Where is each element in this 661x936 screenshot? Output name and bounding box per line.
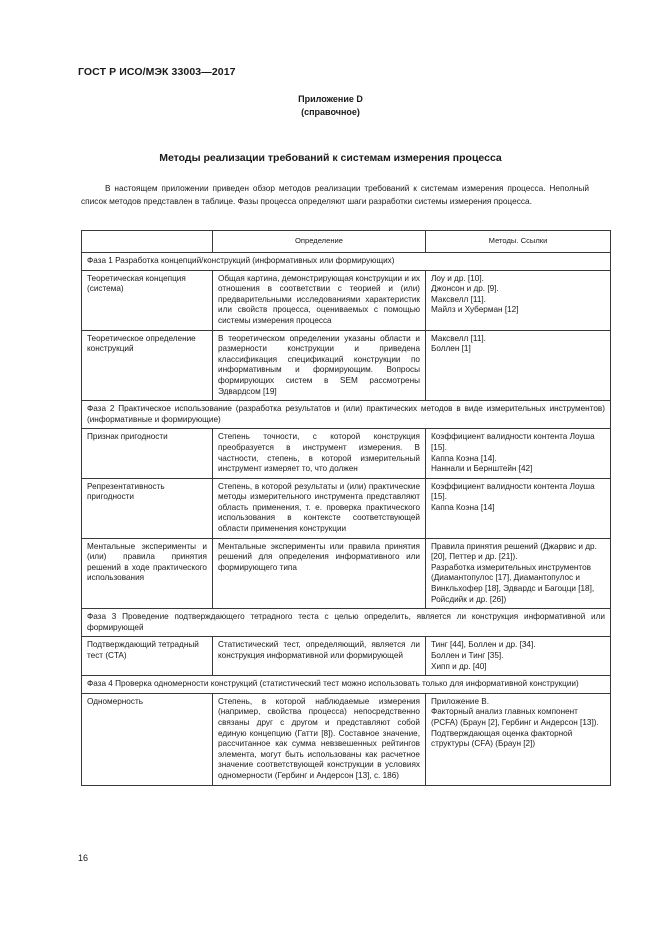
phase-row — [82, 401, 611, 429]
definition-cell: Степень точности, с которой конструкция преобразуется в инструмент измерения. В частности, степень, в которой измерительный инструмент измеряет то, что должен — [213, 429, 426, 478]
ref-line: Коэффициент валидности контента Лоуша [15]. — [431, 432, 595, 452]
ref-line: Каппа Коэна [14] — [431, 502, 495, 512]
table-row — [82, 478, 611, 538]
refs-cell — [426, 478, 611, 538]
header-empty — [82, 231, 213, 253]
term-cell: Подтверждающий тетрадный тест (CTA) — [82, 637, 213, 676]
appendix-title: Приложение D — [298, 94, 363, 104]
definition-cell: Ментальные эксперименты или правила принятия решений для определения информативного или формирующего типа — [213, 538, 426, 609]
refs-cell — [426, 637, 611, 676]
header-definition: Определение — [213, 231, 426, 253]
term-cell: Репрезентативность пригодности — [82, 478, 213, 538]
ref-line: Боллен и Тинг [35]. — [431, 651, 504, 660]
phase-row — [82, 253, 611, 271]
intro-paragraph — [81, 182, 589, 207]
ref-line: Майлз и Хуберман [12] — [431, 305, 519, 315]
section-title: Методы реализации требований к системам измерения процесса — [159, 152, 502, 164]
ref-line: Максвелл [11]. — [431, 333, 486, 343]
appendix-subtitle: (справочное) — [301, 107, 360, 117]
ref-line: Разработка измерительных инструментов (Диамантопулос [17], Диамантопулос и Винкльхофер [18], Эдвардс и Багоцци [18], Ройсдийк и др. [26]) — [431, 562, 595, 604]
phase-4: Фаза 4 Проверка одномерности конструкций (статистический тест можно использовать только для информативной конструкции) — [82, 676, 611, 694]
refs-cell — [426, 429, 611, 478]
table-row — [82, 637, 611, 676]
ref-line: Хипп и др. [40] — [431, 661, 487, 671]
ref-line: Лоу и др. [10]. — [431, 273, 484, 283]
intro-text: В настоящем приложении приведен обзор методов реализации требований к системам измерения процесса. Неполный список методов представлен в таблице. Фазы процесса определяют шаги разработки системы измерения процесса. — [81, 183, 589, 206]
ref-line: Приложение В. — [431, 696, 490, 706]
ref-line: Факторный анализ главных компонент (PCFA) (Браун [2], Гербинг и Андерсон [13]). — [431, 707, 599, 727]
ref-line: Максвелл [11]. — [431, 294, 486, 304]
refs-cell — [426, 693, 611, 785]
definition-cell: Степень, в которой результаты и (или) практические методы измерительного инструмента представляют область применения, т. е. проверка практического использования в контексте соответствующей области применения конструкции — [213, 478, 426, 538]
refs-cell — [426, 538, 611, 609]
definition-cell: Степень, в которой наблюдаемые измерения (например, свойства процесса) непосредственно связаны друг с другом и представляют собой единую концепцию (Гатти [8]). Составное значение, рассчитанное как сумма невзвешенных рейтингов элемента, могут быть использованы как расчетное значение соответствующей конструкции в условиях одномерности (Гербинг и Андерсон [13], с. 186) — [213, 693, 426, 785]
document-id: ГОСТ Р ИСО/МЭК 33003—2017 — [78, 66, 236, 78]
ref-line: Джонсон и др. [9]. — [431, 284, 499, 294]
ref-line: Правила принятия решений (Джарвис и др. [20], Петтер и др. [21]). — [431, 541, 597, 562]
definition-cell: В теоретическом определении указаны области и размерности конструкции и приведена классификация спецификаций конструкции по информативным и формирующим. Вопросы формирующих систем в SEM рассмотрены Эдвардсом [19] — [213, 330, 426, 401]
phase-row — [82, 609, 611, 637]
term-cell: Одномерность — [82, 693, 213, 785]
term-cell: Теоретическое определение конструкций — [82, 330, 213, 401]
ref-line: Тинг [44], Боллен и др. [34]. — [431, 640, 536, 650]
ref-line: Наннали и Бернштейн [42] — [431, 464, 533, 474]
term-cell: Признак пригодности — [82, 429, 213, 478]
definition-cell: Статистический тест, определяющий, является ли конструкция информативной или формирующей — [213, 637, 426, 676]
phase-3: Фаза 3 Проведение подтверждающего тетрадного теста с целью определить, является ли конструкция информативной или формирующей — [82, 609, 611, 637]
phase-row — [82, 676, 611, 694]
table-header-row — [82, 231, 611, 253]
refs-cell — [426, 330, 611, 401]
table-row — [82, 270, 611, 330]
table-row — [82, 330, 611, 401]
table-row — [82, 538, 611, 609]
ref-line: Подтверждающая оценка факторной структуры (CFA) (Браун [2]) — [431, 728, 573, 749]
definition-cell: Общая картина, демонстрирующая конструкции и их отношения в соответствии с теорией и (или) предварительными исследованиями характеристик или свойств процесса, оцениваемых с помощью системы измерения процесса — [213, 270, 426, 330]
phase-1: Фаза 1 Разработка концепций/конструкций (информативных или формирующих) — [82, 253, 611, 271]
table-row — [82, 429, 611, 478]
term-cell: Теоретическая концепция (система) — [82, 270, 213, 330]
ref-line: Боллен [1] — [431, 344, 471, 354]
page-number: 16 — [78, 853, 89, 863]
ref-line: Коэффициент валидности контента Лоуша [15]. — [431, 481, 595, 502]
ref-line: Каппа Коэна [14]. — [431, 453, 497, 463]
phase-2: Фаза 2 Практическое использование (разработка результатов и (или) практических методов в виде измерительных инструментов) (информативные и формирующие) — [82, 401, 611, 429]
term-cell: Ментальные эксперименты и (или) правила принятия решений в ходе практического использования — [82, 538, 213, 609]
methods-table — [81, 230, 611, 786]
appendix-heading — [0, 93, 661, 119]
table-row — [82, 693, 611, 785]
header-methods: Методы. Ссылки — [426, 231, 611, 253]
refs-cell — [426, 270, 611, 330]
